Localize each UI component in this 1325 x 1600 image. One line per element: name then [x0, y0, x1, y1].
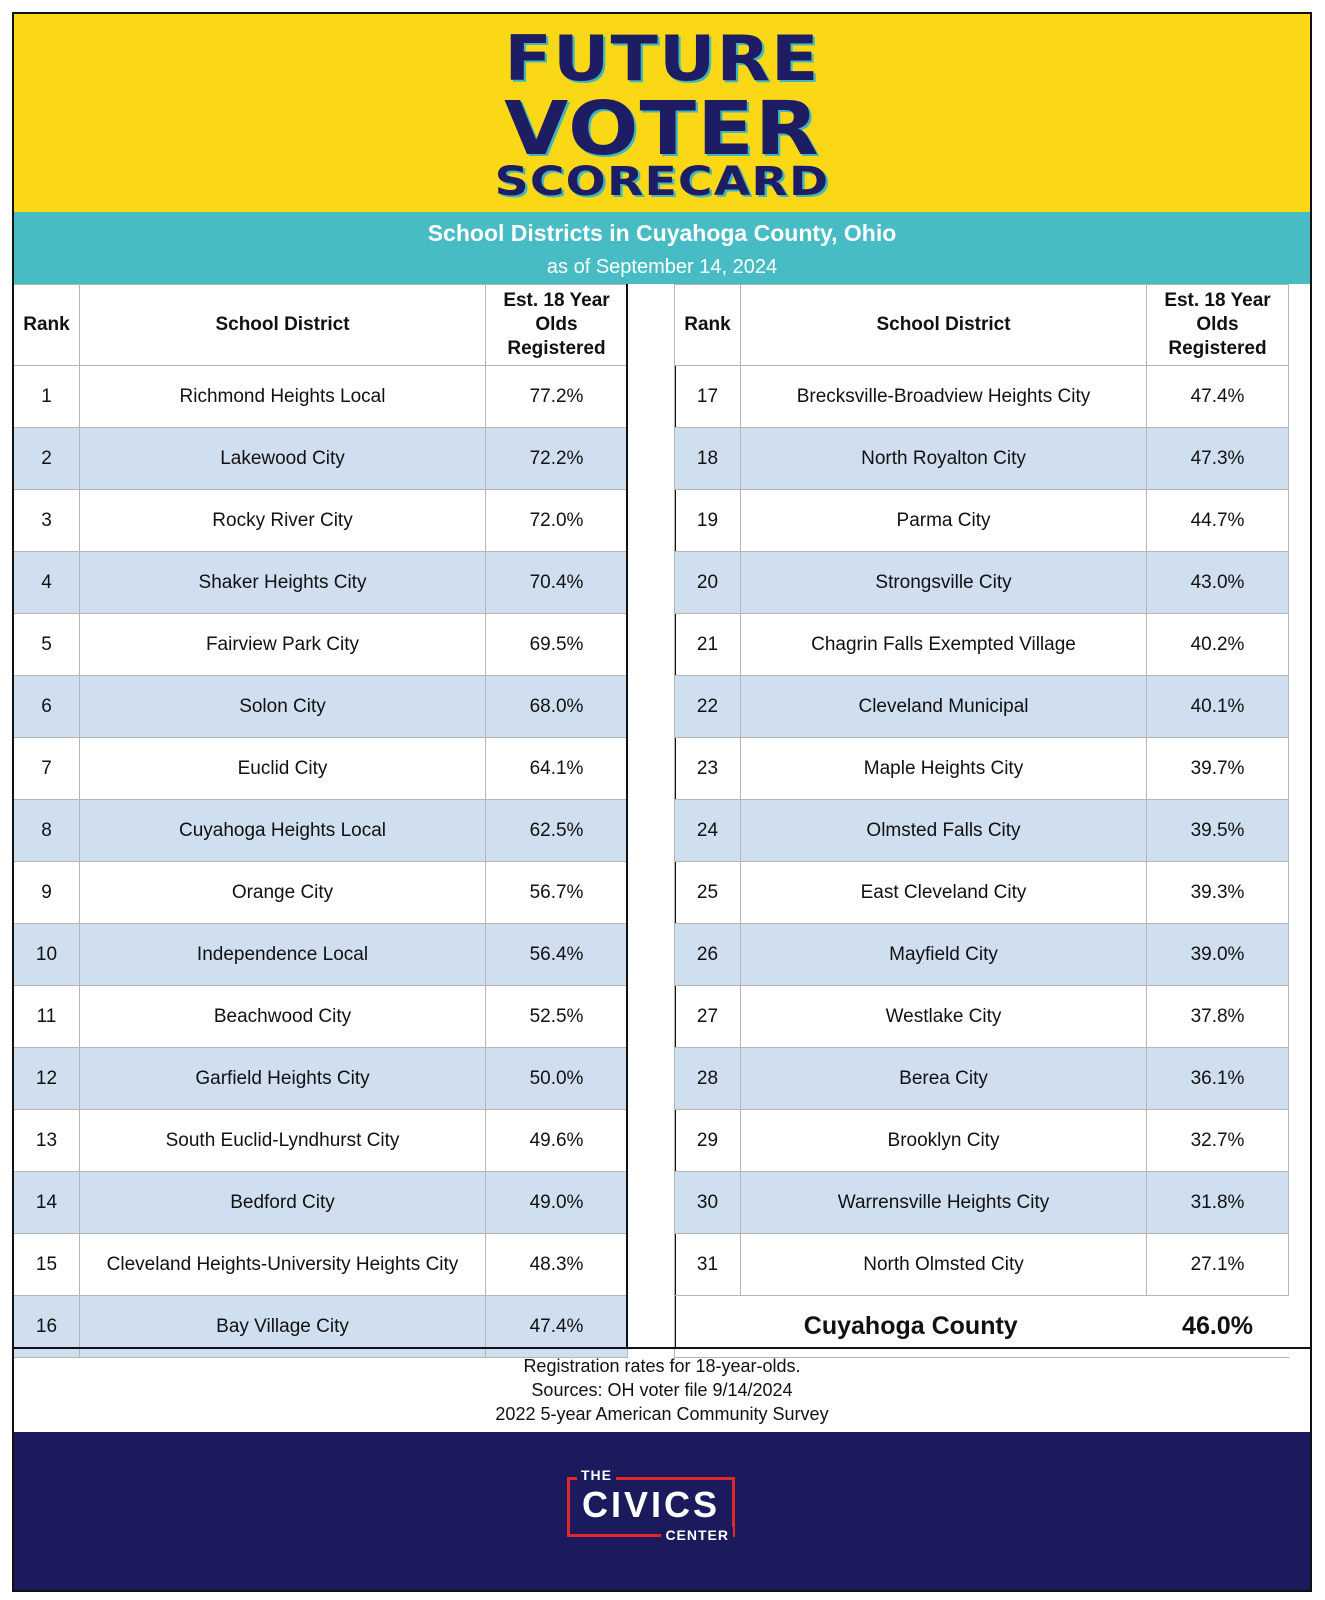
rank-cell: 31 — [675, 1234, 741, 1296]
district-cell: Fairview Park City — [80, 614, 486, 676]
table-row — [14, 552, 628, 614]
table-row — [675, 1234, 1289, 1296]
rank-cell: 6 — [14, 676, 80, 738]
source-notes — [14, 1354, 1310, 1426]
rank-cell: 11 — [14, 986, 80, 1048]
rank-cell: 3 — [14, 490, 80, 552]
footer-divider — [14, 1347, 1310, 1349]
rank-cell: 26 — [675, 924, 741, 986]
registered-cell: 56.7% — [486, 862, 628, 924]
ranking-table-right — [674, 284, 1289, 1358]
district-cell: Chagrin Falls Exempted Village — [741, 614, 1147, 676]
civics-center-logo — [567, 1467, 739, 1562]
rank-cell: 17 — [675, 366, 741, 428]
district-cell: Parma City — [741, 490, 1147, 552]
note-line-3: 2022 5-year American Community Survey — [495, 1404, 829, 1424]
rank-cell: 13 — [14, 1110, 80, 1172]
rank-cell: 15 — [14, 1234, 80, 1296]
table-row — [14, 738, 628, 800]
table-row — [14, 1234, 628, 1296]
table-row — [14, 1110, 628, 1172]
table-row — [675, 428, 1289, 490]
rank-cell: 18 — [675, 428, 741, 490]
registered-cell: 48.3% — [486, 1234, 628, 1296]
district-cell: Shaker Heights City — [80, 552, 486, 614]
district-header: School District — [80, 285, 486, 366]
table-row — [14, 676, 628, 738]
table-divider-left — [626, 284, 628, 1348]
registered-cell: 43.0% — [1147, 552, 1289, 614]
district-cell: Olmsted Falls City — [741, 800, 1147, 862]
registered-cell: 72.0% — [486, 490, 628, 552]
rank-cell: 30 — [675, 1172, 741, 1234]
table-row — [14, 1172, 628, 1234]
rank-cell: 9 — [14, 862, 80, 924]
registered-cell: 64.1% — [486, 738, 628, 800]
rank-header: Rank — [675, 285, 741, 366]
rank-cell: 2 — [14, 428, 80, 490]
registered-cell: 39.5% — [1147, 800, 1289, 862]
district-cell: Maple Heights City — [741, 738, 1147, 800]
table-row — [675, 986, 1289, 1048]
table-row — [675, 614, 1289, 676]
table-row — [14, 366, 628, 428]
district-cell: Rocky River City — [80, 490, 486, 552]
rank-cell: 7 — [14, 738, 80, 800]
table-row — [675, 490, 1289, 552]
district-cell: Independence Local — [80, 924, 486, 986]
registered-cell: 50.0% — [486, 1048, 628, 1110]
table-row — [14, 924, 628, 986]
district-cell: Berea City — [741, 1048, 1147, 1110]
rank-cell: 27 — [675, 986, 741, 1048]
table-row — [675, 1110, 1289, 1172]
table-row — [675, 366, 1289, 428]
rank-cell: 14 — [14, 1172, 80, 1234]
rank-cell: 23 — [675, 738, 741, 800]
rank-cell: 22 — [675, 676, 741, 738]
district-cell: Bay Village City — [80, 1296, 486, 1358]
table-header-row — [14, 285, 628, 366]
subtitle: School Districts in Cuyahoga County, Ohio — [427, 220, 897, 246]
rank-cell: 24 — [675, 800, 741, 862]
rank-cell: 8 — [14, 800, 80, 862]
scorecard-frame — [12, 12, 1312, 1592]
note-line-1: Registration rates for 18-year-olds. — [523, 1356, 801, 1376]
registered-cell: 40.2% — [1147, 614, 1289, 676]
logo-civics: CIVICS — [581, 1484, 721, 1525]
table-row — [14, 428, 628, 490]
district-cell: Cuyahoga Heights Local — [80, 800, 486, 862]
rank-cell: 21 — [675, 614, 741, 676]
registered-cell: 56.4% — [486, 924, 628, 986]
table-row — [675, 1048, 1289, 1110]
table-row — [14, 614, 628, 676]
table-row — [675, 800, 1289, 862]
table-header-row — [675, 285, 1289, 366]
district-cell: North Olmsted City — [741, 1234, 1147, 1296]
district-cell: Richmond Heights Local — [80, 366, 486, 428]
registered-header: Est. 18 Year Olds Registered — [486, 285, 628, 366]
district-cell: Brecksville-Broadview Heights City — [741, 366, 1147, 428]
table-row — [675, 862, 1289, 924]
logo-the: THE — [577, 1467, 616, 1483]
title-line-future: FUTURE — [504, 22, 820, 95]
registered-cell: 70.4% — [486, 552, 628, 614]
district-cell: Strongsville City — [741, 552, 1147, 614]
rank-cell: 19 — [675, 490, 741, 552]
district-cell: Westlake City — [741, 986, 1147, 1048]
district-cell: Beachwood City — [80, 986, 486, 1048]
district-cell: Mayfield City — [741, 924, 1147, 986]
registered-cell: 69.5% — [486, 614, 628, 676]
registered-cell: 52.5% — [486, 986, 628, 1048]
registered-cell: 77.2% — [486, 366, 628, 428]
footer-band — [14, 1432, 1310, 1592]
district-cell: Orange City — [80, 862, 486, 924]
logo-center: CENTER — [661, 1527, 733, 1543]
title-line-scorecard: SCORECARD — [494, 159, 830, 205]
district-cell: Bedford City — [80, 1172, 486, 1234]
registered-header: Est. 18 Year Olds Registered — [1147, 285, 1289, 366]
district-cell: Euclid City — [80, 738, 486, 800]
table-row — [675, 924, 1289, 986]
registered-cell: 37.8% — [1147, 986, 1289, 1048]
rank-cell: 20 — [675, 552, 741, 614]
rank-cell: 4 — [14, 552, 80, 614]
district-cell: Solon City — [80, 676, 486, 738]
title-banner — [14, 14, 1310, 212]
rank-cell: 16 — [14, 1296, 80, 1358]
registered-cell: 72.2% — [486, 428, 628, 490]
registered-cell: 39.3% — [1147, 862, 1289, 924]
table-row — [675, 738, 1289, 800]
registered-cell: 40.1% — [1147, 676, 1289, 738]
table-row — [14, 862, 628, 924]
registered-cell: 32.7% — [1147, 1110, 1289, 1172]
registered-cell: 47.3% — [1147, 428, 1289, 490]
rank-cell: 10 — [14, 924, 80, 986]
rank-header: Rank — [14, 285, 80, 366]
table-row — [675, 552, 1289, 614]
note-line-2: Sources: OH voter file 9/14/2024 — [531, 1380, 793, 1400]
registered-cell: 39.0% — [1147, 924, 1289, 986]
district-cell: Lakewood City — [80, 428, 486, 490]
ranking-table-left — [13, 284, 628, 1358]
table-row — [14, 490, 628, 552]
district-cell: Cleveland Municipal — [741, 676, 1147, 738]
rank-cell: 25 — [675, 862, 741, 924]
rank-cell: 29 — [675, 1110, 741, 1172]
district-cell: East Cleveland City — [741, 862, 1147, 924]
district-cell: South Euclid-Lyndhurst City — [80, 1110, 486, 1172]
table-row — [14, 800, 628, 862]
county-total-label: Cuyahoga County — [675, 1296, 1147, 1358]
table-row — [675, 676, 1289, 738]
district-header: School District — [741, 285, 1147, 366]
rank-cell: 1 — [14, 366, 80, 428]
registered-cell: 36.1% — [1147, 1048, 1289, 1110]
table-row — [14, 986, 628, 1048]
subtitle-bar — [14, 212, 1310, 284]
registered-cell: 62.5% — [486, 800, 628, 862]
title-line-voter: VOTER — [504, 86, 820, 172]
district-cell: Garfield Heights City — [80, 1048, 486, 1110]
district-cell: Cleveland Heights-University Heights City — [80, 1234, 486, 1296]
rank-cell: 12 — [14, 1048, 80, 1110]
as-of-date: as of September 14, 2024 — [546, 256, 778, 278]
registered-cell: 44.7% — [1147, 490, 1289, 552]
county-total-value: 46.0% — [1147, 1296, 1289, 1358]
registered-cell: 49.6% — [486, 1110, 628, 1172]
registered-cell: 27.1% — [1147, 1234, 1289, 1296]
registered-cell: 47.4% — [486, 1296, 628, 1358]
table-row — [14, 1048, 628, 1110]
table-row — [675, 1172, 1289, 1234]
rank-cell: 5 — [14, 614, 80, 676]
district-cell: Brooklyn City — [741, 1110, 1147, 1172]
registered-cell: 49.0% — [486, 1172, 628, 1234]
district-cell: North Royalton City — [741, 428, 1147, 490]
registered-cell: 31.8% — [1147, 1172, 1289, 1234]
registered-cell: 39.7% — [1147, 738, 1289, 800]
registered-cell: 68.0% — [486, 676, 628, 738]
registered-cell: 47.4% — [1147, 366, 1289, 428]
district-cell: Warrensville Heights City — [741, 1172, 1147, 1234]
rank-cell: 28 — [675, 1048, 741, 1110]
